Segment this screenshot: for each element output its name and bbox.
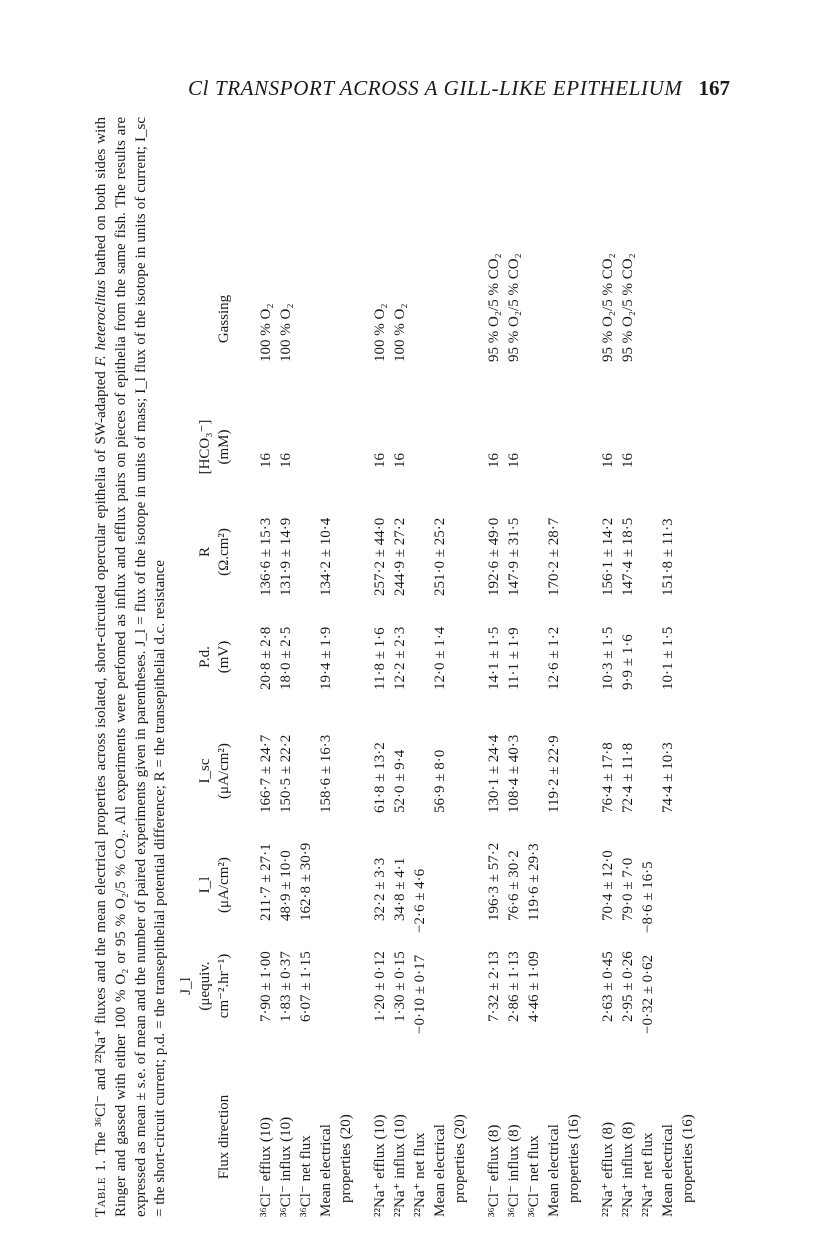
table-cell-hco3: 16 — [506, 453, 522, 468]
table-cell-r: 192·6 ± 49·0 — [486, 517, 502, 596]
table-cell-jl: 2·95 ± 0·26 — [620, 951, 636, 1022]
row-label-text: ³⁶Cl⁻ net flux — [526, 1135, 542, 1217]
table-cell-isc: 56·9 ± 8·0 — [432, 749, 448, 813]
table-label: Table 1. — [93, 1159, 109, 1217]
table-cell-il: 79·0 ± 7·0 — [620, 857, 636, 921]
table-cell-r: 136·6 ± 15·3 — [258, 517, 274, 596]
row-label-continuation: properties (20) — [452, 1114, 468, 1203]
table-cell-jl: 7·90 ± 1·00 — [258, 951, 274, 1022]
table-cell-hco3: 16 — [392, 453, 408, 468]
table-cell-il: 76·6 ± 30·2 — [506, 850, 522, 921]
table-cell-gas: 100 % O₂ — [372, 303, 388, 362]
page-number: 167 — [698, 75, 730, 100]
table-row-label — [484, 1057, 504, 1217]
table-row-label — [544, 1057, 584, 1217]
table-cell-jl: −0·10 ± 0·17 — [412, 954, 428, 1034]
table-row-label — [504, 1057, 524, 1217]
col-gassing-header: Gassing — [216, 294, 232, 344]
table-cell-jl: 1·20 ± 0·12 — [372, 951, 388, 1022]
table-row-label — [658, 1057, 698, 1217]
table-cell-gas: 95 % O₂/5 % CO₂ — [600, 253, 616, 362]
row-label-text: Mean electrical — [318, 1124, 334, 1217]
table-cell-il: −2·6 ± 4·6 — [412, 868, 428, 933]
table-row-label — [410, 1057, 430, 1217]
table-cell-gas: 95 % O₂/5 % CO₂ — [506, 253, 522, 362]
table-cell-isc: 74·4 ± 10·3 — [660, 742, 676, 813]
table-row-label — [618, 1057, 638, 1217]
row-label-text: Mean electrical — [546, 1124, 562, 1217]
row-label-text: ³⁶Cl⁻ influx (10) — [278, 1116, 294, 1217]
table-cell-il: 162·8 ± 30·9 — [298, 842, 314, 921]
table-cell-r: 156·1 ± 14·2 — [600, 517, 616, 596]
table-cell-jl: 1·83 ± 0·37 — [278, 951, 294, 1022]
table-cell-il: 48·9 ± 10·0 — [278, 850, 294, 921]
table-cell-pd: 11·1 ± 1·9 — [506, 627, 522, 690]
page-header — [90, 70, 730, 106]
table-cell-il: 119·6 ± 29·3 — [526, 843, 542, 921]
caption-text-1: The ³⁶Cl⁻ and ²²Na⁺ fluxes and the mean electrical properties across isolated, short-circuited opercular epithelia of SW-adapted — [93, 366, 109, 1160]
table-cell-pd: 12·2 ± 2·3 — [392, 626, 408, 690]
table-cell-isc: 130·1 ± 24·4 — [486, 734, 502, 813]
row-label-text: ³⁶Cl⁻ efflux (10) — [258, 1117, 274, 1217]
table-cell-gas: 95 % O₂/5 % CO₂ — [620, 253, 636, 362]
species-name: F. heteroclitus — [93, 280, 109, 367]
table-cell-pd: 19·4 ± 1·9 — [318, 626, 334, 690]
table-cell-pd: 11·8 ± 1·6 — [372, 627, 388, 690]
table-cell-isc: 158·6 ± 16·3 — [318, 734, 334, 813]
table-cell-r: 147·4 ± 18·5 — [620, 517, 636, 596]
table-cell-jl: 6·07 ± 1·15 — [298, 951, 314, 1022]
row-label-text: ²²Na⁺ influx (10) — [392, 1114, 408, 1217]
table-cell-pd: 10·1 ± 1·5 — [660, 626, 676, 690]
table-cell-il: 196·3 ± 57·2 — [486, 842, 502, 921]
table-cell-pd: 14·1 ± 1·5 — [486, 626, 502, 690]
table-row-label — [316, 1057, 356, 1217]
row-label-continuation: properties (16) — [680, 1114, 696, 1203]
table-cell-hco3: 16 — [620, 453, 636, 468]
table-cell-hco3: 16 — [278, 453, 294, 468]
table-cell-isc: 52·0 ± 9·4 — [392, 749, 408, 813]
row-label-continuation: properties (20) — [338, 1114, 354, 1203]
table-row-label — [296, 1057, 316, 1217]
row-label-text: ³⁶Cl⁻ influx (8) — [506, 1124, 522, 1217]
table-cell-hco3: 16 — [486, 453, 502, 468]
table-cell-pd: 9·9 ± 1·6 — [620, 634, 636, 690]
table-cell-hco3: 16 — [258, 453, 274, 468]
table-cell-pd: 18·0 ± 2·5 — [278, 626, 294, 690]
table-cell-isc: 61·8 ± 13·2 — [372, 742, 388, 813]
table-row-label — [638, 1057, 658, 1217]
col-flux-direction-header: Flux direction — [216, 1094, 232, 1180]
table-cell-hco3: 16 — [372, 453, 388, 468]
table-cell-isc: 76·4 ± 17·8 — [600, 742, 616, 813]
table-caption — [92, 117, 171, 1217]
table-cell-jl: −0·32 ± 0·62 — [640, 954, 656, 1034]
table-cell-pd: 20·8 ± 2·8 — [258, 626, 274, 690]
col-r-header: R (Ω.cm²) — [197, 528, 232, 576]
rotated-table-block — [90, 117, 730, 1217]
table-cell-isc: 150·5 ± 22·2 — [278, 734, 294, 813]
table-cell-jl: 1·30 ± 0·15 — [392, 951, 408, 1022]
row-label-continuation: properties (16) — [566, 1114, 582, 1203]
table-cell-r: 147·9 ± 31·5 — [506, 517, 522, 596]
table-cell-il: 32·2 ± 3·3 — [372, 857, 388, 921]
table-row-label — [430, 1057, 470, 1217]
table-cell-il: 211·7 ± 27·1 — [258, 843, 274, 921]
col-il-header: I_l (μA/cm²) — [197, 857, 232, 913]
table-cell-jl: 7·32 ± 2·13 — [486, 951, 502, 1022]
table-cell-r: 151·8 ± 11·3 — [660, 518, 676, 596]
row-label-text: ²²Na⁺ net flux — [640, 1132, 656, 1217]
table-cell-il: 34·8 ± 4·1 — [392, 857, 408, 921]
table-cell-hco3: 16 — [600, 453, 616, 468]
table-row-label — [256, 1057, 276, 1217]
table-cell-il: −8·6 ± 16·5 — [640, 861, 656, 933]
table-cell-gas: 95 % O₂/5 % CO₂ — [486, 253, 502, 362]
table-cell-pd: 12·6 ± 1·2 — [546, 626, 562, 690]
row-label-text: ²²Na⁺ efflux (8) — [600, 1122, 616, 1217]
col-isc-header: I_sc (μA/cm²) — [197, 743, 232, 799]
table-cell-il: 70·4 ± 12·0 — [600, 850, 616, 921]
table-cell-jl: 2·63 ± 0·45 — [600, 951, 616, 1022]
table-cell-jl: 2·86 ± 1·13 — [506, 951, 522, 1022]
table-row-label — [598, 1057, 618, 1217]
table-cell-gas: 100 % O₂ — [258, 303, 274, 362]
table-cell-pd: 10·3 ± 1·5 — [600, 626, 616, 690]
table-cell-r: 131·9 ± 14·9 — [278, 517, 294, 596]
table-cell-gas: 100 % O₂ — [392, 303, 408, 362]
table-cell-r: 134·2 ± 10·4 — [318, 517, 334, 596]
table-row-label — [524, 1057, 544, 1217]
row-label-text: Mean electrical — [432, 1124, 448, 1217]
table-cell-r: 257·2 ± 44·0 — [372, 517, 388, 596]
row-label-text: ²²Na⁺ net flux — [412, 1132, 428, 1217]
caption-text-2: bathed on both sides with Ringer and gassed with either 100 % O₂ or 95 % O₂/5 % CO₂. All experiments were perfomed as influx and efflux pairs on pieces of epithelia from the same fish. The results are expressed as mean ± s.e. of mean and the number of paired experiments given in parentheses. J_l = flux of the isotope in units of mass; I_l flux of the isotope in units of current; I_sc = the short-circuit current; p.d. = the transepithelial potential difference; R = the transepithelial d.c. resistance — [93, 117, 169, 1217]
table-cell-isc: 72·4 ± 11·8 — [620, 742, 636, 813]
table-cell-jl: 4·46 ± 1·09 — [526, 951, 542, 1022]
table-cell-gas: 100 % O₂ — [278, 303, 294, 362]
table-row-label — [276, 1057, 296, 1217]
table-row-label — [390, 1057, 410, 1217]
row-label-text: Mean electrical — [660, 1124, 676, 1217]
row-label-text: ³⁶Cl⁻ net flux — [298, 1135, 314, 1217]
running-title: Cl TRANSPORT ACROSS A GILL-LIKE EPITHELIUM — [188, 75, 683, 100]
table-cell-isc: 119·2 ± 22·9 — [546, 735, 562, 813]
col-jl-header: J_l (μequiv. cm⁻².hr⁻¹) — [178, 953, 232, 1019]
table-row-label — [370, 1057, 390, 1217]
col-hco3-header: [HCO₃⁻] (mM) — [197, 419, 232, 475]
row-label-text: ³⁶Cl⁻ efflux (8) — [486, 1124, 502, 1217]
table-cell-r: 244·9 ± 27·2 — [392, 517, 408, 596]
table-cell-pd: 12·0 ± 1·4 — [432, 626, 448, 690]
row-label-text: ²²Na⁺ influx (8) — [620, 1121, 636, 1217]
table-cell-isc: 108·4 ± 40·3 — [506, 734, 522, 813]
table-cell-isc: 166·7 ± 24·7 — [258, 734, 274, 813]
table-cell-r: 170·2 ± 28·7 — [546, 517, 562, 596]
col-pd-header: P.d. (mV) — [197, 640, 232, 674]
row-label-text: ²²Na⁺ efflux (10) — [372, 1114, 388, 1217]
table-cell-r: 251·0 ± 25·2 — [432, 517, 448, 596]
